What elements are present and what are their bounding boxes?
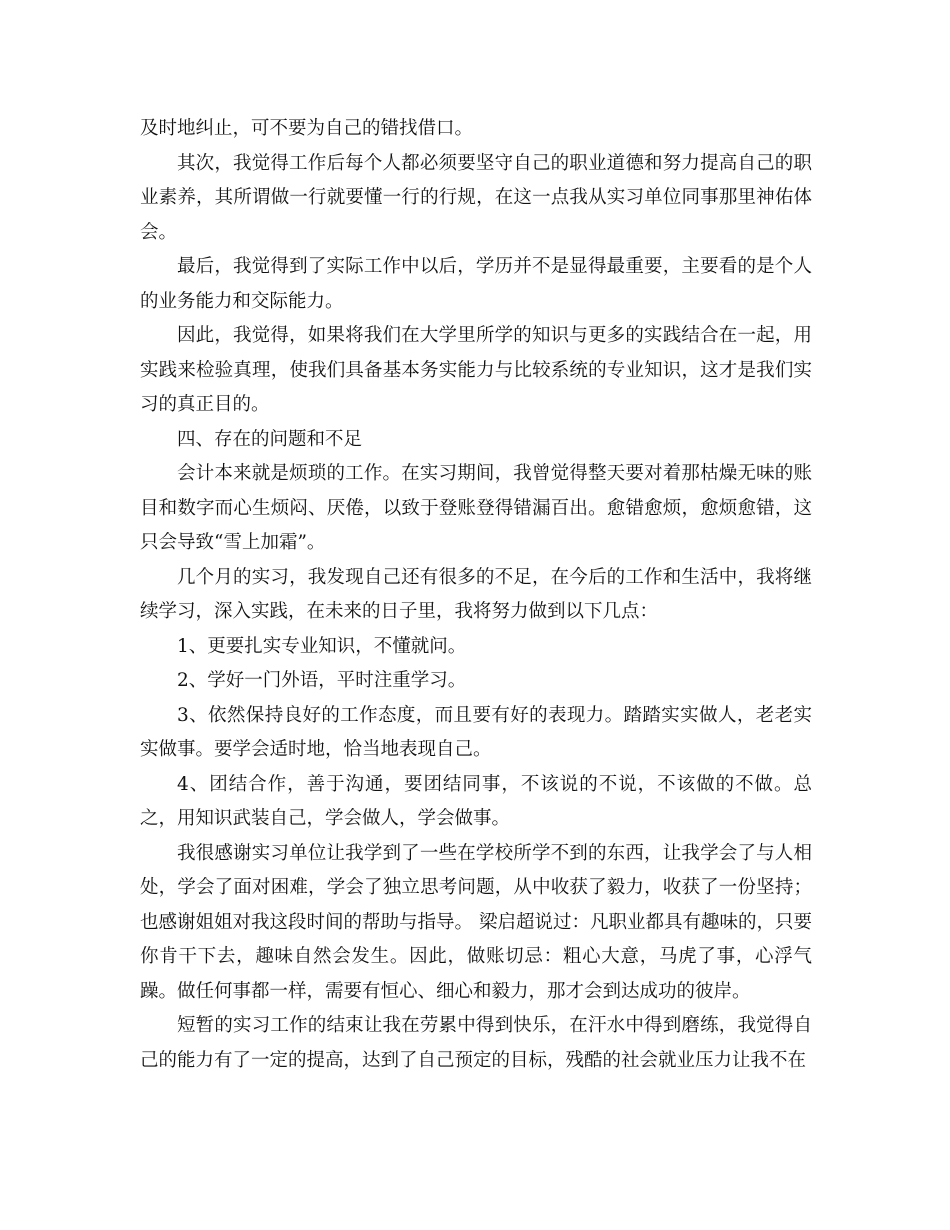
paragraph-8: 短暂的实习工作的结束让我在劳累中得到快乐，在汗水中得到磨练，我觉得自己的能力有了一定的提高，达到了自己预定的目标，残酷的社会就业压力让我不在 [140, 1015, 812, 1071]
list-item-4: 4、团结合作，善于沟通，要团结同事，不该说的不说，不该做的不做。总之，用知识武装自己，学会做人，学会做事。 [140, 773, 812, 829]
list-item-2: 2、学好一门外语，平时注重学习。 [177, 670, 467, 691]
document-body [140, 112, 812, 1078]
paragraph-6: 几个月的实习，我发现自己还有很多的不足，在今后的工作和生活中，我将继续学习，深入实践，在未来的日子里，我将努力做到以下几点： [140, 566, 812, 622]
paragraph-2: 其次，我觉得工作后每个人都必须要坚守自己的职业道德和努力提高自己的职业素养，其所谓做一行就要懂一行的行规，在这一点我从实习单位同事那里神佑体会。 [140, 152, 812, 243]
paragraph-5: 会计本来就是烦琐的工作。在实习期间，我曾觉得整天要对着那枯燥无味的账目和数字而心生烦闷、厌倦，以致于登账登得错漏百出。愈错愈烦，愈烦愈错，这只会导致“雪上加霜”。 [140, 463, 812, 553]
paragraph-3: 最后，我觉得到了实际工作中以后，学历并不是显得最重要，主要看的是个人的业务能力和交际能力。 [140, 256, 812, 312]
paragraph-7: 我很感谢实习单位让我学到了一些在学校所学不到的东西，让我学会了与人相处，学会了面对困难，学会了独立思考问题，从中收获了毅力，收获了一份坚持；也感谢姐姐对我这段时间的帮助与指导。 梁启超说过：凡职业都具有趣味的，只要你肯干下去，趣味自然会发生。因此，做账切忌：粗心大意，马虎了事，心浮气躁。做任何事都一样，需要有恒心、细心和毅力，那才会到达成功的彼岸。 [140, 842, 812, 1002]
paragraph-4: 因此，我觉得，如果将我们在大学里所学的知识与更多的实践结合在一起，用实践来检验真理，使我们具备基本务实能力与比较系统的专业知识，这才是我们实习的真正目的。 [140, 325, 812, 415]
list-item-1: 1、更要扎实专业知识，不懂就问。 [177, 635, 467, 657]
paragraph-1: 及时地纠止，可不要为自己的错找借口。 [140, 118, 474, 139]
section-heading: 四、存在的问题和不足 [177, 428, 363, 450]
list-item-3: 3、依然保持良好的工作态度，而且要有好的表现力。踏踏实实做人，老老实实做事。要学会适时地，恰当地表现自己。 [140, 704, 812, 760]
